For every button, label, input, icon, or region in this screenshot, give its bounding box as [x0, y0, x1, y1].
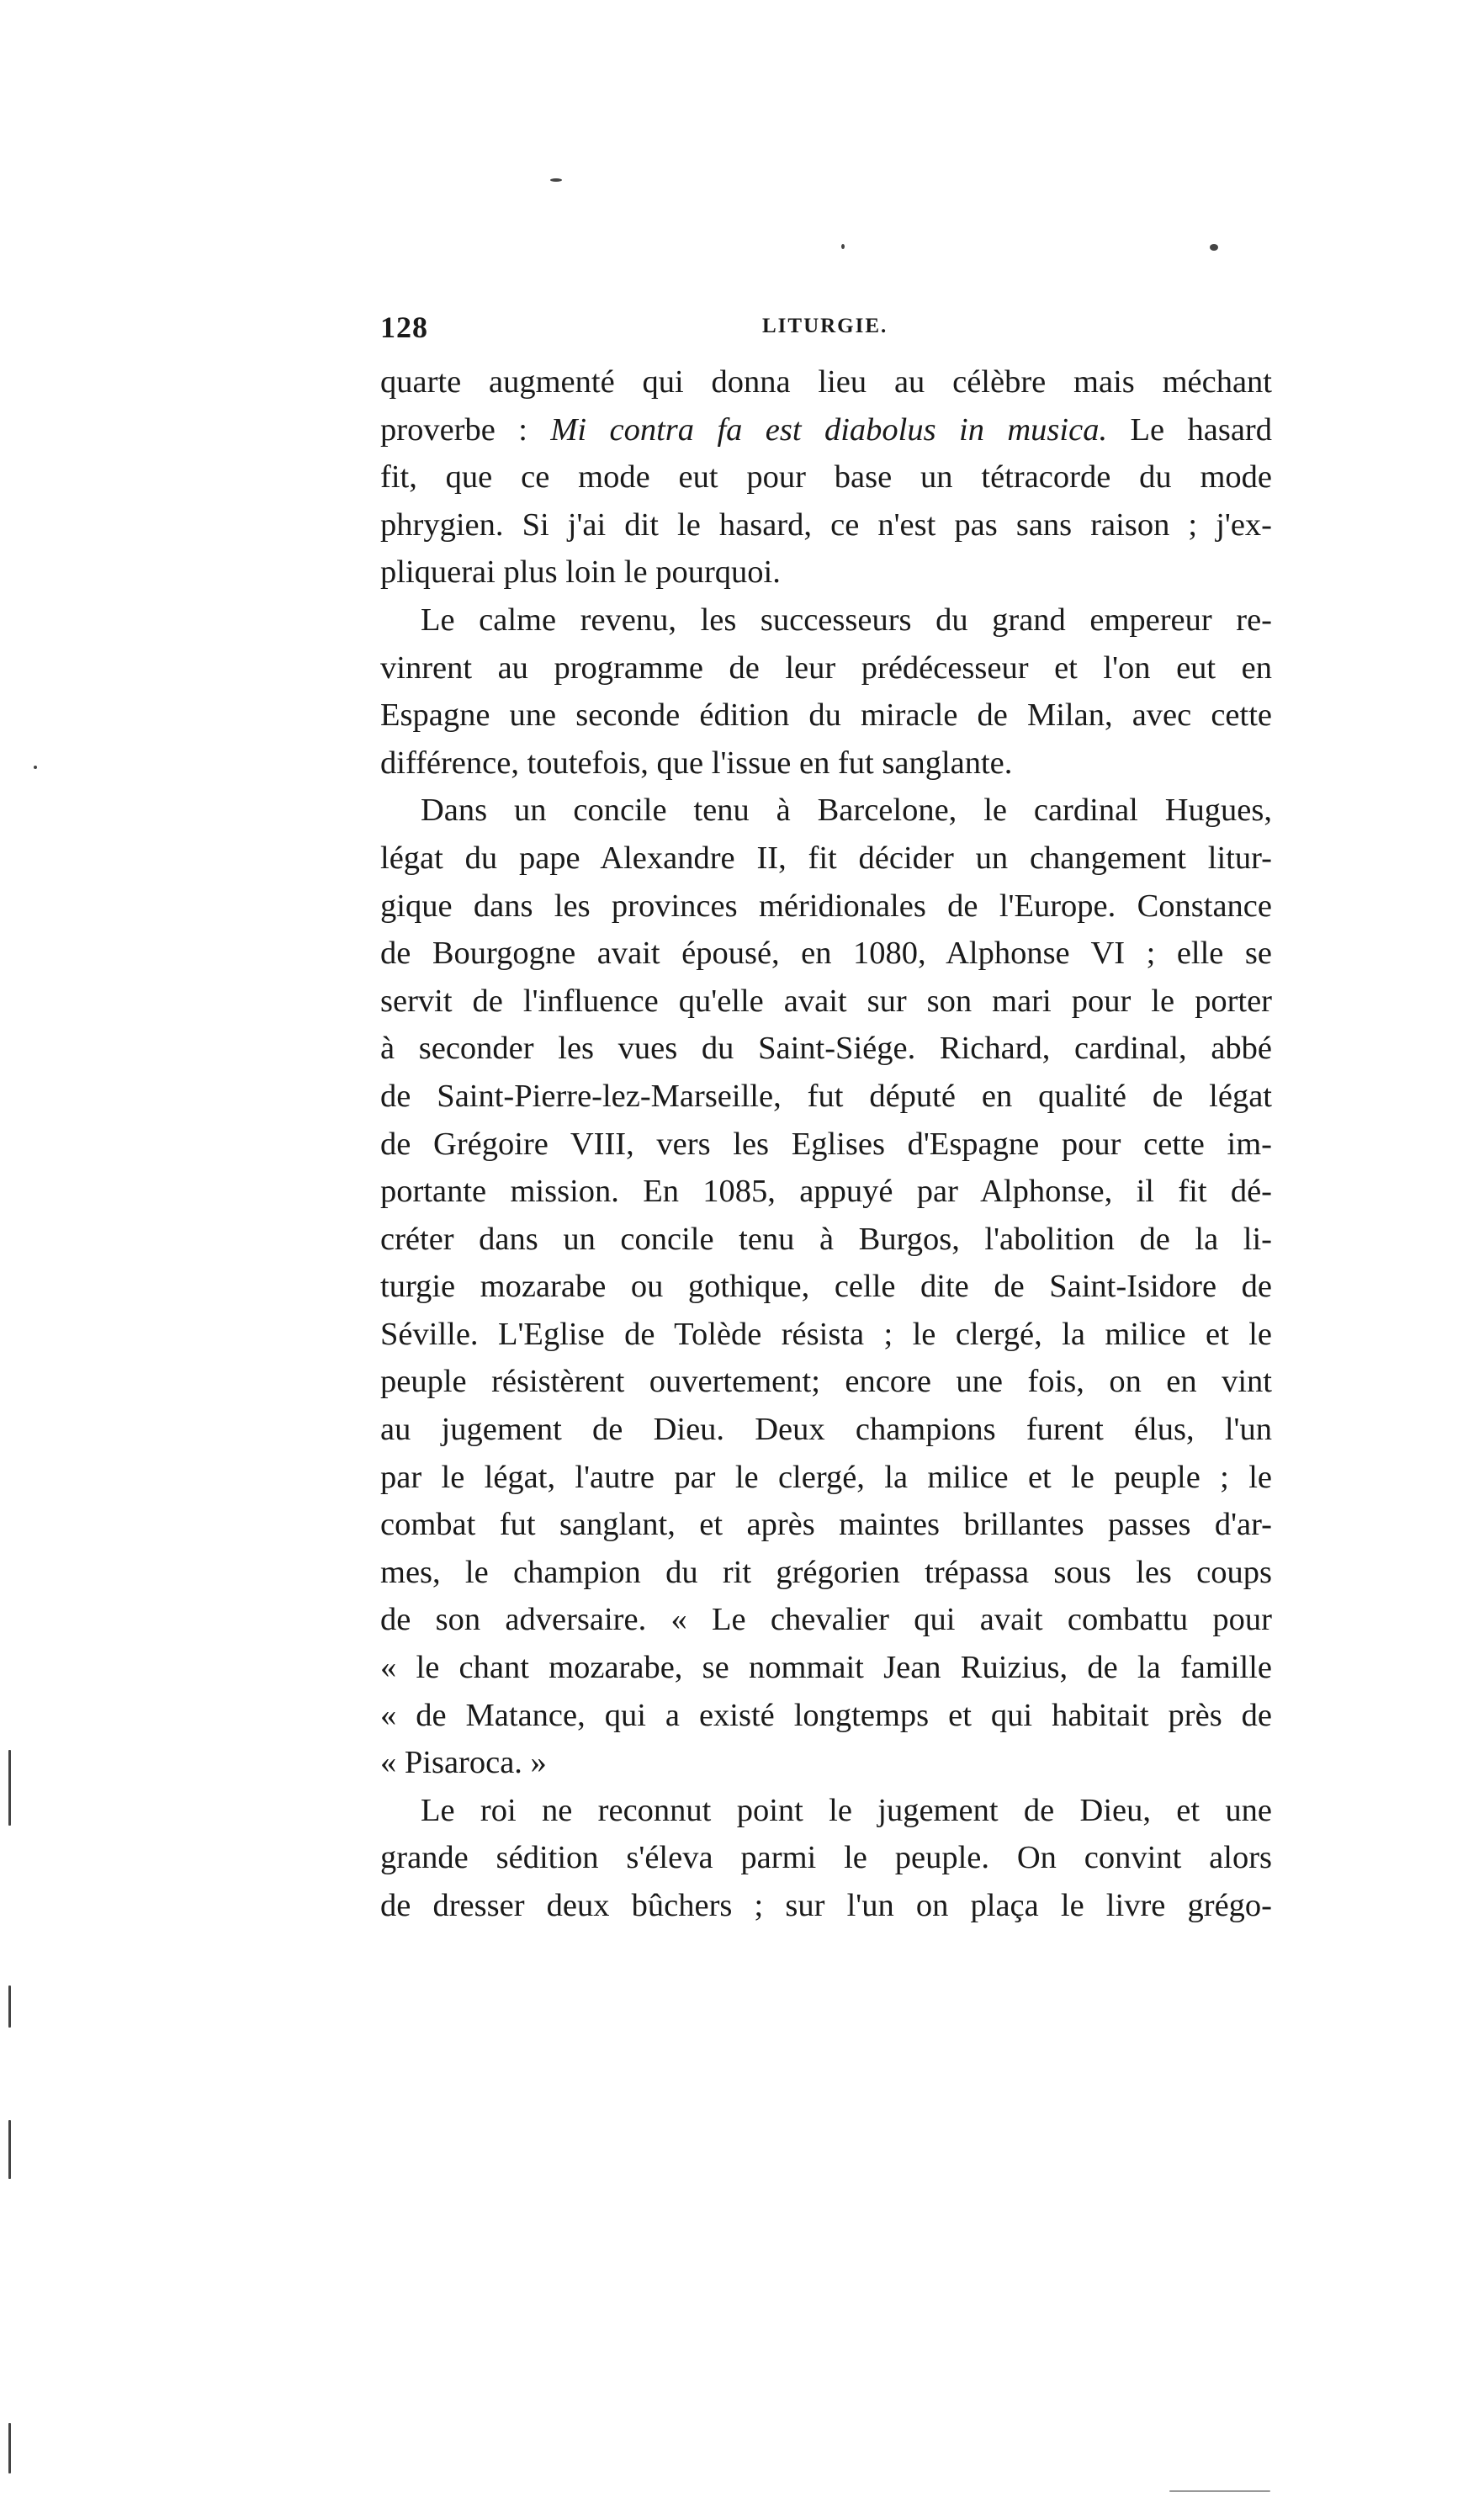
text-line: quarte augmenté qui donna lieu au célèbre mais méchant [380, 364, 1272, 400]
text-line: portante mission. En 1085, appuyé par Alphonse, il fit dé- [380, 1174, 1272, 1210]
scan-speck [550, 178, 562, 182]
text-line: de Saint-Pierre-lez-Marseille, fut député en qualité de légat [380, 1078, 1272, 1114]
text-line: peuple résistèrent ouvertement; encore une fois, on en vint [380, 1364, 1272, 1400]
text-line: gique dans les provinces méridionales de l'Europe. Constance [380, 888, 1272, 924]
text-line: de son adversaire. « Le chevalier qui avait combattu pour [380, 1602, 1272, 1638]
text-line: fit, que ce mode eut pour base un tétracorde du mode [380, 459, 1272, 496]
scan-speck [1210, 244, 1218, 251]
scan-speck [8, 2120, 11, 2179]
text-line [380, 406, 1272, 454]
scan-speck [34, 766, 37, 769]
scan-speck [841, 244, 845, 249]
scan-speck [8, 1750, 11, 1826]
text-line: mes, le champion du rit grégorien trépassa sous les coups [380, 1554, 1272, 1590]
text-line: légat du pape Alexandre II, fit décider un changement litur- [380, 840, 1272, 876]
text-line: combat fut sanglant, et après maintes brillantes passes d'ar- [380, 1507, 1272, 1543]
page-number: 128 [380, 310, 428, 344]
scan-speck [8, 1985, 11, 2028]
text-line: de Bourgogne avait épousé, en 1080, Alphonse VI ; elle se [380, 936, 1272, 972]
text-line: servit de l'influence qu'elle avait sur son mari pour le porter [380, 983, 1272, 1019]
text-line: grande sédition s'éleva parmi le peuple. On convint alors [380, 1840, 1272, 1876]
text-line: « de Matance, qui a existé longtemps et qui habitait près de [380, 1697, 1272, 1733]
text-line: turgie mozarabe ou gothique, celle dite de Saint-Isidore de [380, 1269, 1272, 1305]
text-line: de Grégoire VIII, vers les Eglises d'Espagne pour cette im- [380, 1126, 1272, 1162]
paragraph-first-line: Le calme revenu, les successeurs du grand empereur re- [421, 602, 1272, 638]
text-line: à seconder les vues du Saint-Siége. Richard, cardinal, abbé [380, 1031, 1272, 1067]
paragraph-first-line: Le roi ne reconnut point le jugement de Dieu, et une [421, 1792, 1272, 1828]
text-line: Espagne une seconde édition du miracle de Milan, avec cette [380, 697, 1272, 734]
text-line: par le légat, l'autre par le clergé, la milice et le peuple ; le [380, 1459, 1272, 1495]
paragraph-first-line: Dans un concile tenu à Barcelone, le cardinal Hugues, [421, 793, 1272, 829]
text-span: proverbe : [380, 411, 551, 448]
text-line: vinrent au programme de leur prédécesseur et l'on eut en [380, 649, 1272, 686]
scan-speck [8, 2423, 11, 2473]
text-line: pliquerai plus loin le pourquoi. [380, 554, 781, 591]
text-line: au jugement de Dieu. Deux champions furent élus, l'un [380, 1412, 1272, 1448]
text-line: différence, toutefois, que l'issue en fut sanglante. [380, 745, 1013, 781]
italic-proverb: Mi contra fa est diabolus in musica. [550, 411, 1108, 448]
scan-speck [1169, 2490, 1270, 2492]
text-line: « le chant mozarabe, se nommait Jean Ruizius, de la famille [380, 1650, 1272, 1686]
text-line: Séville. L'Eglise de Tolède résista ; le clergé, la milice et le [380, 1316, 1272, 1352]
page-header [380, 310, 1272, 352]
text-span: Le hasard [1107, 411, 1272, 448]
text-line: « Pisaroca. » [380, 1745, 547, 1781]
text-line: de dresser deux bûchers ; sur l'un on plaça le livre grégo- [380, 1888, 1272, 1923]
body-text [380, 358, 1272, 1930]
running-head: LITURGIE. [762, 315, 888, 337]
text-line: créter dans un concile tenu à Burgos, l'abolition de la li- [380, 1221, 1272, 1257]
text-line: phrygien. Si j'ai dit le hasard, ce n'est pas sans raison ; j'ex- [380, 506, 1272, 543]
